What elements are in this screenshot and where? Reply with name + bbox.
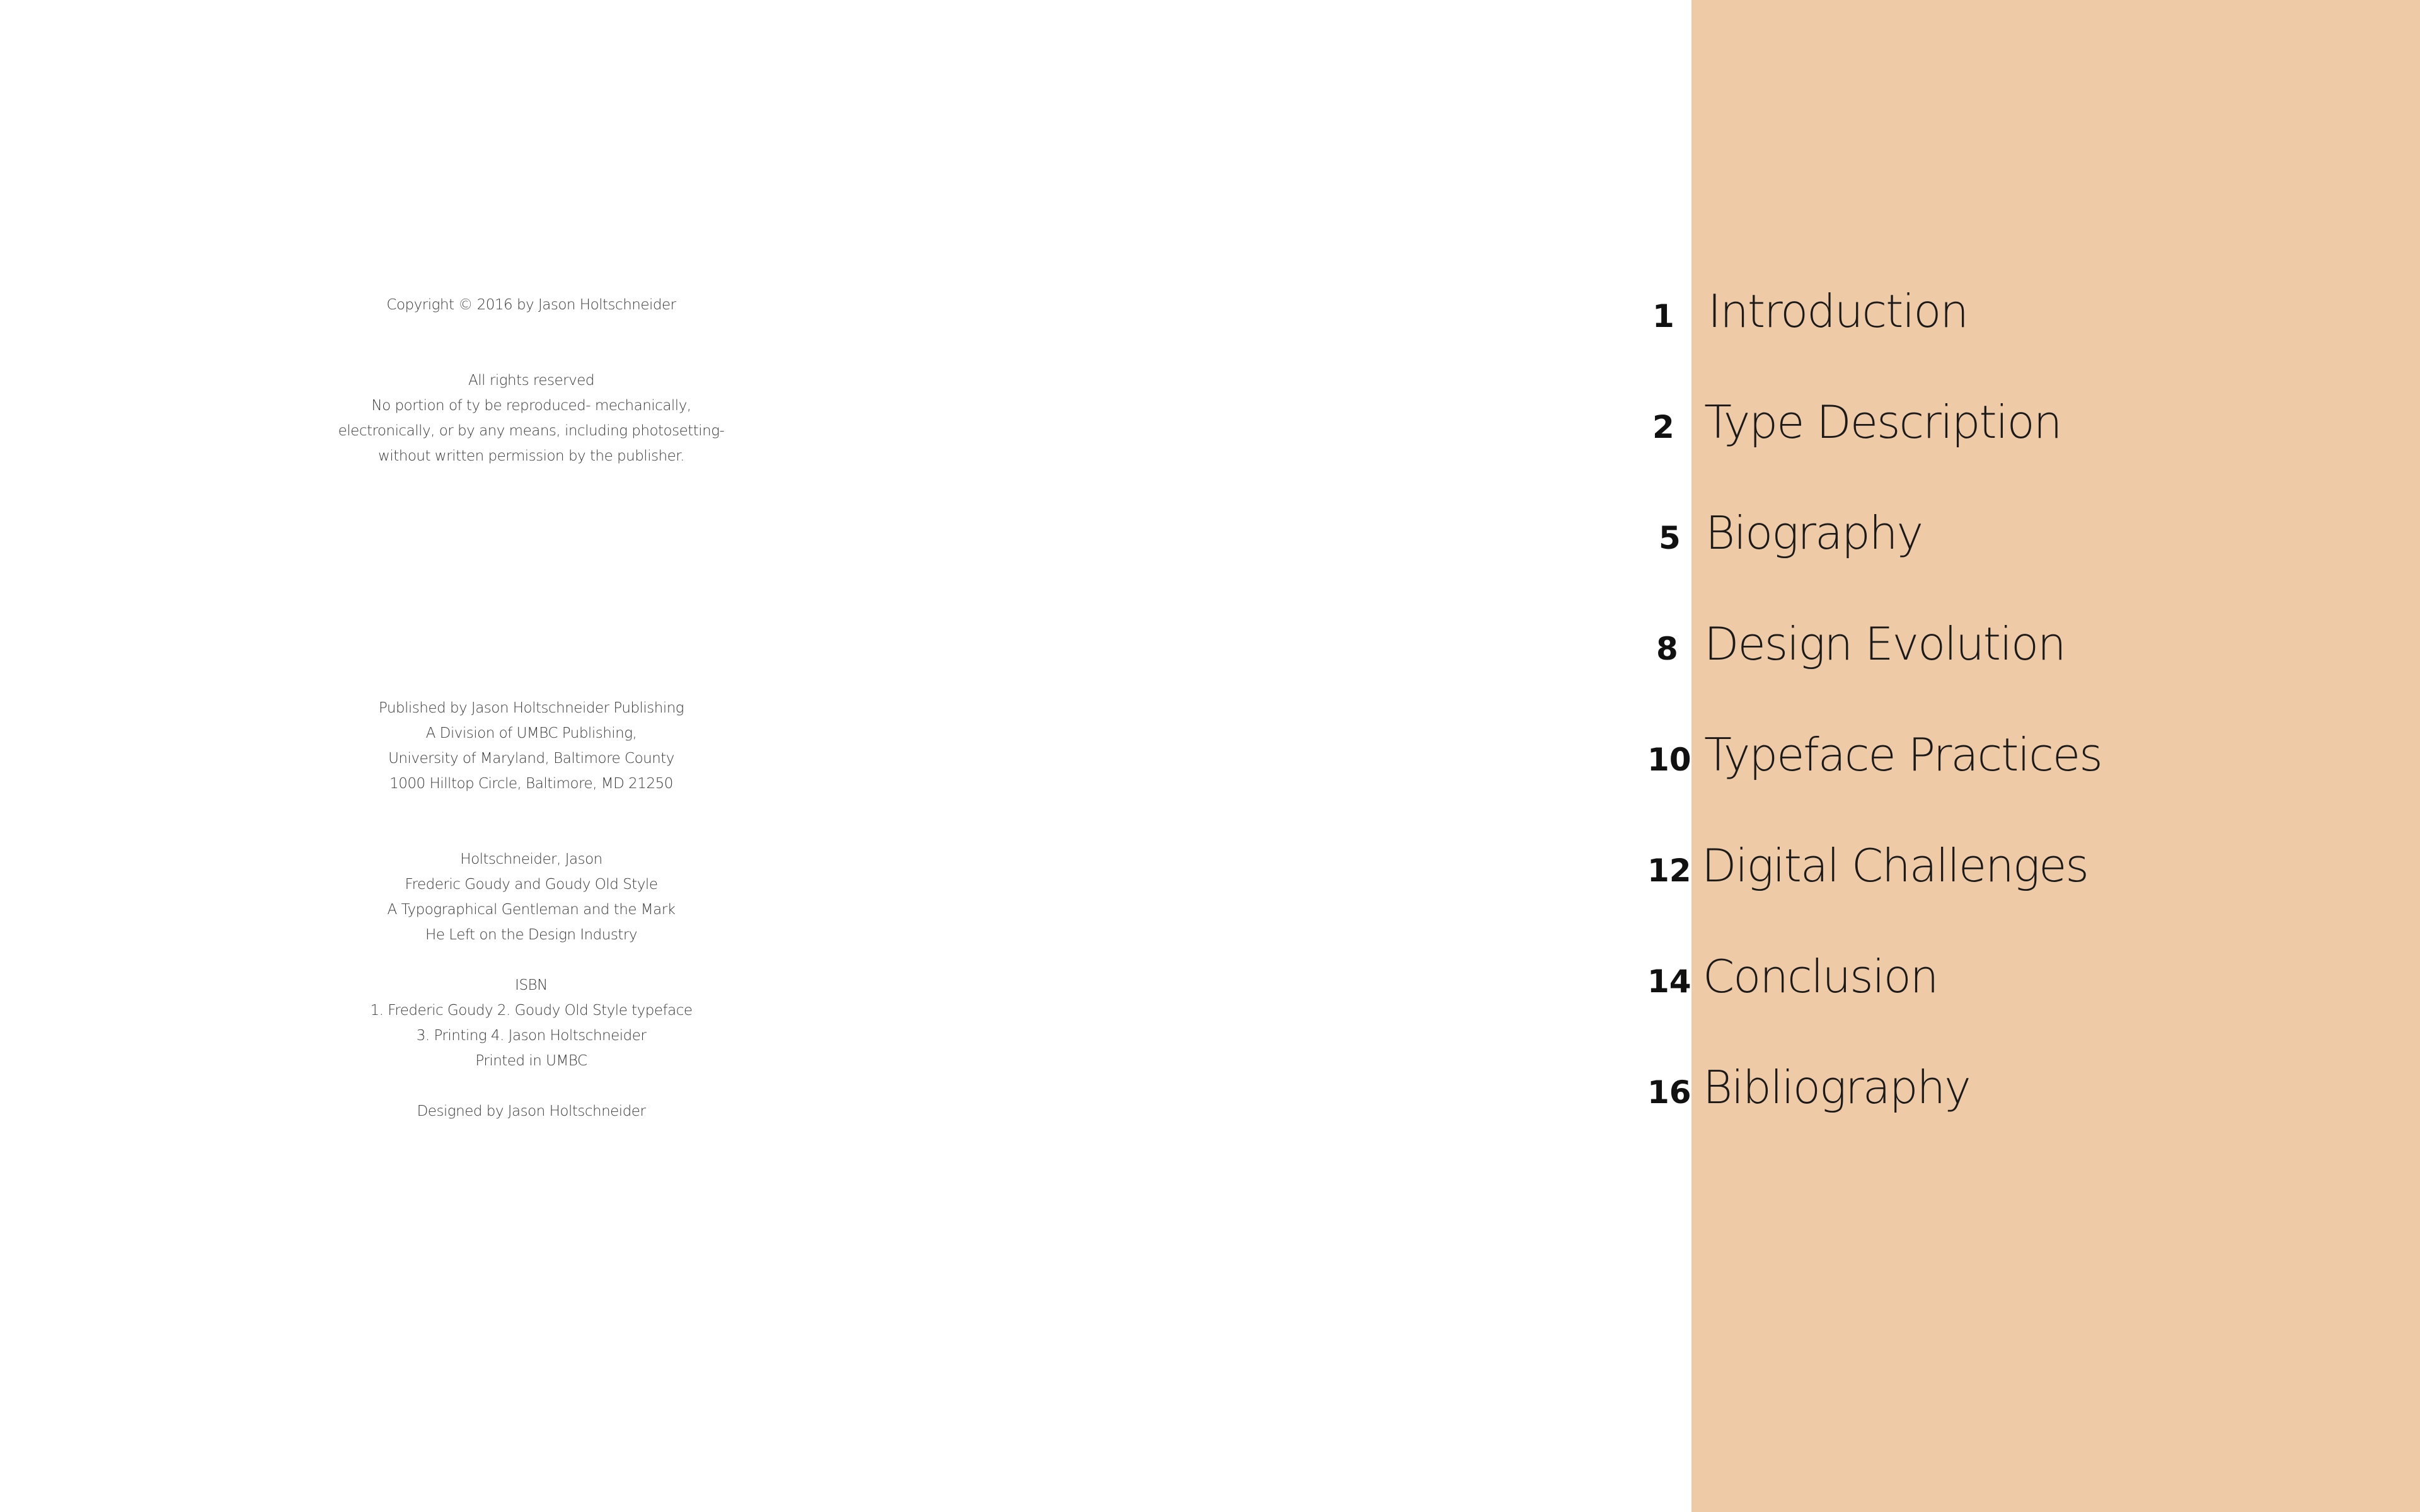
catalog-line: Frederic Goudy and Goudy Old Style <box>405 876 658 893</box>
toc-page-number: 14 <box>1647 963 1691 1000</box>
copyright-line: Copyright © 2016 by Jason Holtschneider <box>386 297 676 313</box>
designer-credit <box>248 1099 815 1124</box>
rights-line: without written permission by the publisher. <box>378 448 684 464</box>
isbn-line: Printed in UMBC <box>475 1053 587 1069</box>
toc-title: Type Description <box>1704 396 2061 449</box>
toc-page-number: 12 <box>1647 852 1691 889</box>
publisher-info <box>248 696 815 796</box>
toc-title: Introduction <box>1708 285 1968 338</box>
toc-entry-introduction[interactable] <box>1639 277 2395 353</box>
publisher-line: A Division of UMBC Publishing, <box>425 725 637 742</box>
toc-title: Digital Challenges <box>1702 839 2088 892</box>
toc-title: Design Evolution <box>1704 617 2065 670</box>
isbn-info <box>248 973 815 1074</box>
toc-entry-bibliography[interactable] <box>1639 1053 2395 1129</box>
toc-entry-type-description[interactable] <box>1639 388 2395 464</box>
rights-line: No portion of ty be reproduced- mechanically, <box>371 398 691 414</box>
toc-entry-digital-challenges[interactable] <box>1639 832 2395 907</box>
toc-entry-biography[interactable] <box>1639 499 2395 575</box>
toc-page-number: 1 <box>1652 298 1674 335</box>
toc-entry-typeface-practices[interactable] <box>1639 721 2395 796</box>
toc-title: Conclusion <box>1703 950 1938 1003</box>
designer-line: Designed by Jason Holtschneider <box>417 1103 646 1120</box>
toc-title: Typeface Practices <box>1704 728 2102 781</box>
rights-line: All rights reserved <box>468 372 594 389</box>
rights-line: electronically, or by any means, including photosetting- <box>338 423 725 439</box>
isbn-line: ISBN <box>515 977 548 994</box>
toc-title: Biography <box>1705 507 1923 559</box>
copyright-notice <box>248 292 815 318</box>
toc-entry-design-evolution[interactable] <box>1639 610 2395 685</box>
publisher-line: 1000 Hilltop Circle, Baltimore, MD 21250 <box>389 776 673 792</box>
toc-title: Bibliography <box>1703 1061 1970 1114</box>
catalog-line: A Typographical Gentleman and the Mark <box>387 902 676 918</box>
catalog-line: He Left on the Design Industry <box>425 927 637 943</box>
publisher-line: Published by Jason Holtschneider Publishing <box>378 700 684 716</box>
isbn-line: 3. Printing 4. Jason Holtschneider <box>416 1028 647 1044</box>
toc-entry-conclusion[interactable] <box>1639 942 2395 1018</box>
publisher-line: University of Maryland, Baltimore County <box>388 750 674 767</box>
toc-page-number: 2 <box>1652 409 1674 445</box>
toc-page-number: 5 <box>1659 520 1681 556</box>
toc-page-number: 10 <box>1647 742 1691 778</box>
isbn-line: 1. Frederic Goudy 2. Goudy Old Style typeface <box>370 1002 693 1019</box>
toc-page-number: 16 <box>1647 1074 1691 1111</box>
rights-statement <box>248 368 815 469</box>
toc-page-number: 8 <box>1656 631 1678 667</box>
catalog-line: Holtschneider, Jason <box>460 851 602 868</box>
catalog-info <box>248 847 815 948</box>
